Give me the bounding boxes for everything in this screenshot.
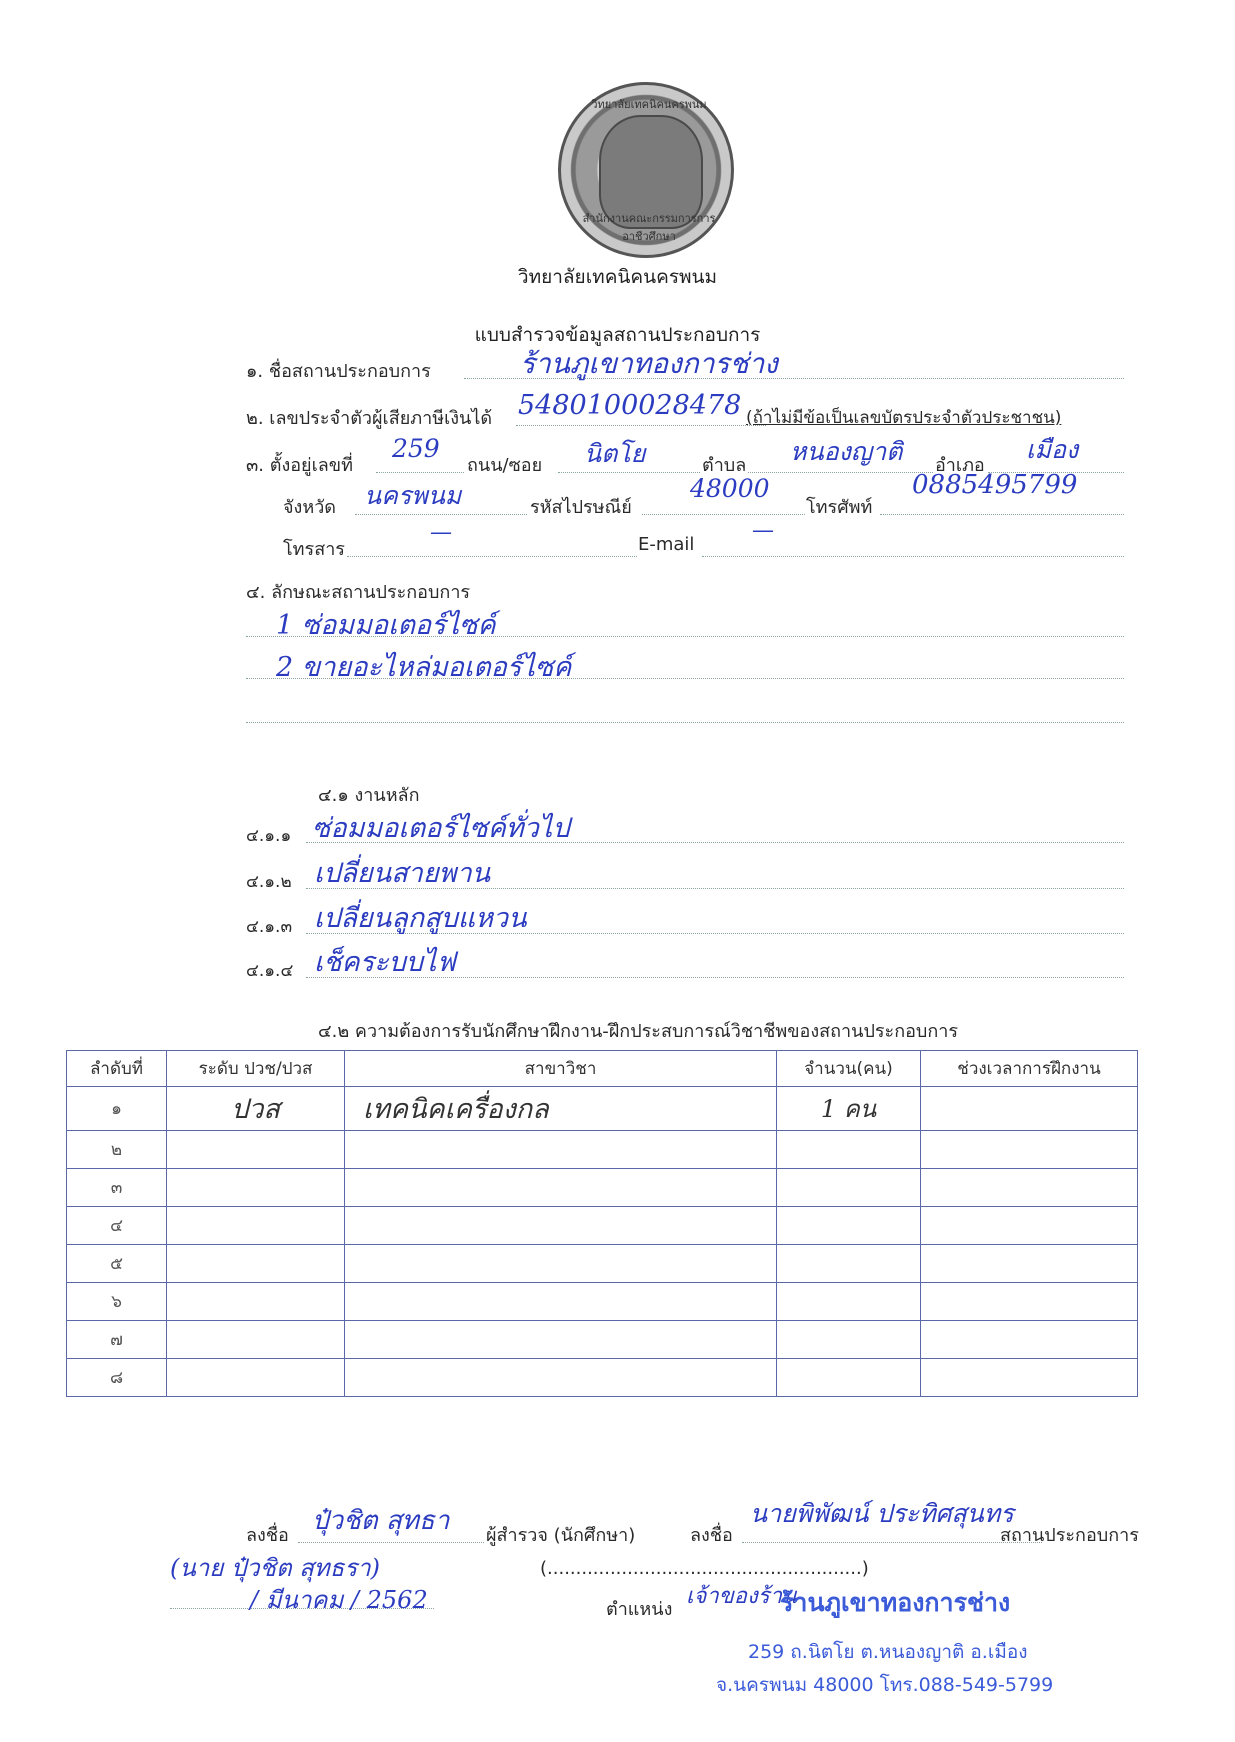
subdistrict-line bbox=[748, 472, 933, 473]
subdistrict-value: หนองญาติ bbox=[790, 437, 903, 466]
field4-line3 bbox=[246, 722, 1124, 723]
owner-role: สถานประกอบการ bbox=[1000, 1525, 1139, 1546]
field2-value: 5480100028478 bbox=[518, 390, 742, 421]
table-row bbox=[67, 1087, 1138, 1131]
surveyor-sign-label: ลงชื่อ bbox=[246, 1525, 289, 1546]
field4-label: ๔. ลักษณะสถานประกอบการ bbox=[246, 582, 471, 603]
row-level bbox=[167, 1207, 345, 1245]
row-major bbox=[345, 1245, 777, 1283]
row-level bbox=[167, 1321, 345, 1359]
row-count bbox=[777, 1321, 921, 1359]
row-no: ๘ bbox=[67, 1359, 167, 1397]
main-work-heading: ๔.๑ งานหลัก bbox=[318, 785, 420, 806]
owner-printed-name-blank: (.......................................................) bbox=[540, 1558, 869, 1579]
shop-stamp-name: ร้านภูเขาทองการช่าง bbox=[780, 1588, 1011, 1617]
row-level bbox=[167, 1245, 345, 1283]
field2-label: ๒. เลขประจำตัวผู้เสียภาษีเงินได้ bbox=[246, 408, 493, 429]
table-row bbox=[67, 1283, 1138, 1321]
row-period bbox=[921, 1169, 1138, 1207]
row-count bbox=[777, 1207, 921, 1245]
survey-date: / มีนาคม / 2562 bbox=[250, 1586, 428, 1614]
row-period bbox=[921, 1359, 1138, 1397]
table-row bbox=[67, 1359, 1138, 1397]
row-no: ๔ bbox=[67, 1207, 167, 1245]
field3-label: ๓. ตั้งอยู่เลขที่ bbox=[246, 455, 353, 476]
surveyor-printed-name: (นาย ปุ๋วชิต สุทธรา) bbox=[170, 1554, 380, 1582]
phone-value: 0885495799 bbox=[912, 470, 1078, 500]
subdistrict-label: ตำบล bbox=[702, 455, 747, 476]
field4-value2: 2 ขายอะไหล่มอเตอร์ไซค์ bbox=[276, 652, 572, 683]
province-label: จังหวัด bbox=[283, 497, 336, 518]
main-work-num-4: ๔.๑.๔ bbox=[246, 961, 294, 981]
row-count bbox=[777, 1131, 921, 1169]
col-header-no: ลำดับที่ bbox=[67, 1051, 167, 1087]
row-major bbox=[345, 1321, 777, 1359]
row-count bbox=[777, 1245, 921, 1283]
road-value: นิตโย bbox=[584, 439, 646, 468]
row-major bbox=[345, 1207, 777, 1245]
table-row bbox=[67, 1245, 1138, 1283]
row-level bbox=[167, 1169, 345, 1207]
table-row bbox=[67, 1131, 1138, 1169]
phone-line bbox=[880, 514, 1124, 515]
row-no: ๒ bbox=[67, 1131, 167, 1169]
main-work-item-1: ซ่อมมอเตอร์ไซค์ทั่วไป bbox=[312, 813, 570, 844]
table-header-row bbox=[67, 1051, 1138, 1087]
main-work-num-3: ๔.๑.๓ bbox=[246, 917, 293, 937]
seal-text-top: วิทยาลัยเทคนิคนครพนม bbox=[591, 98, 707, 111]
field4-value1: 1 ซ่อมมอเตอร์ไซค์ bbox=[276, 610, 496, 641]
road-label: ถนน/ซอย bbox=[467, 455, 543, 476]
row-no: ๗ bbox=[67, 1321, 167, 1359]
postal-value: 48000 bbox=[690, 474, 770, 503]
email-label: E-mail bbox=[638, 534, 695, 555]
main-work-item-3: เปลี่ยนลูกสูบแหวน bbox=[314, 903, 527, 934]
main-work-num-2: ๔.๑.๒ bbox=[246, 872, 292, 892]
surveyor-role: ผู้สำรวจ (นักศึกษา) bbox=[486, 1525, 636, 1546]
owner-sign-line bbox=[742, 1542, 1042, 1543]
main-work-num-1: ๔.๑.๑ bbox=[246, 826, 292, 846]
position-value: เจ้าของร้าน bbox=[686, 1584, 797, 1609]
requirements-table bbox=[66, 1050, 1138, 1397]
row-level: ปวส bbox=[167, 1087, 345, 1131]
row-level bbox=[167, 1283, 345, 1321]
shop-stamp-address: 259 ถ.นิตโย ต.หนองญาติ อ.เมือง bbox=[748, 1641, 1028, 1663]
postal-label: รหัสไปรษณีย์ bbox=[530, 497, 632, 518]
field2-line bbox=[516, 425, 766, 426]
row-period bbox=[921, 1207, 1138, 1245]
seal-text-bottom: สำนักงานคณะกรรมการการอาชีวศึกษา bbox=[582, 212, 716, 243]
fax-line bbox=[347, 556, 637, 557]
col-header-period: ช่วงเวลาการฝึกงาน bbox=[921, 1051, 1138, 1087]
row-major bbox=[345, 1131, 777, 1169]
field1-label: ๑. ชื่อสถานประกอบการ bbox=[246, 361, 431, 382]
row-no: ๓ bbox=[67, 1169, 167, 1207]
main-work-item-2: เปลี่ยนสายพาน bbox=[314, 858, 491, 889]
surveyor-sign-line bbox=[298, 1542, 484, 1543]
row-period bbox=[921, 1321, 1138, 1359]
requirements-heading: ๔.๒ ความต้องการรับนักศึกษาฝึกงาน-ฝึกประสบการณ์วิชาชีพของสถานประกอบการ bbox=[318, 1021, 959, 1042]
field3-number-line bbox=[376, 472, 464, 473]
field3-number: 259 bbox=[392, 434, 440, 463]
row-no: ๑ bbox=[67, 1087, 167, 1131]
field2-note: (ถ้าไม่มีข้อเป็นเลขบัตรประจำตัวประชาชน) bbox=[746, 408, 1062, 428]
row-count bbox=[777, 1283, 921, 1321]
row-major bbox=[345, 1169, 777, 1207]
email-line bbox=[702, 556, 1124, 557]
email-value: — bbox=[752, 518, 774, 543]
province-value: นครพนม bbox=[364, 481, 462, 510]
owner-sign-label: ลงชื่อ bbox=[690, 1525, 733, 1546]
field1-value: ร้านภูเขาทองการช่าง bbox=[520, 347, 778, 380]
phone-label: โทรศัพท์ bbox=[806, 497, 873, 518]
row-count bbox=[777, 1169, 921, 1207]
fax-label: โทรสาร bbox=[283, 539, 345, 560]
table-row bbox=[67, 1207, 1138, 1245]
row-major bbox=[345, 1283, 777, 1321]
row-level bbox=[167, 1359, 345, 1397]
college-name: วิทยาลัยเทคนิคนครพนม bbox=[517, 266, 718, 288]
owner-signature: นายพิพัฒน์ ประทิศสุนทร bbox=[750, 1499, 1014, 1528]
surveyor-signature: ปุ๋วชิต สุทธา bbox=[312, 1506, 450, 1536]
row-period bbox=[921, 1131, 1138, 1169]
fax-value: — bbox=[430, 520, 452, 545]
row-major: เทคนิคเครื่องกล bbox=[345, 1087, 777, 1131]
form-title: แบบสำรวจข้อมูลสถานประกอบการ bbox=[474, 324, 761, 346]
col-header-major: สาขาวิชา bbox=[345, 1051, 777, 1087]
row-level bbox=[167, 1131, 345, 1169]
row-major bbox=[345, 1359, 777, 1397]
table-row bbox=[67, 1169, 1138, 1207]
row-no: ๕ bbox=[67, 1245, 167, 1283]
col-header-count: จำนวน(คน) bbox=[777, 1051, 921, 1087]
row-period bbox=[921, 1283, 1138, 1321]
row-count: 1 คน bbox=[777, 1087, 921, 1131]
col-header-level: ระดับ ปวช/ปวส bbox=[167, 1051, 345, 1087]
position-label: ตำแหน่ง bbox=[606, 1599, 673, 1620]
row-no: ๖ bbox=[67, 1283, 167, 1321]
shop-stamp-contact: จ.นครพนม 48000 โทร.088-549-5799 bbox=[716, 1674, 1054, 1696]
postal-line bbox=[642, 514, 805, 515]
district-value: เมือง bbox=[1026, 435, 1079, 464]
district-label: อำเภอ bbox=[935, 455, 985, 476]
row-period bbox=[921, 1245, 1138, 1283]
row-count bbox=[777, 1359, 921, 1397]
main-work-item-4: เช็คระบบไฟ bbox=[314, 947, 456, 978]
college-seal bbox=[558, 82, 734, 258]
table-row bbox=[67, 1321, 1138, 1359]
row-period bbox=[921, 1087, 1138, 1131]
